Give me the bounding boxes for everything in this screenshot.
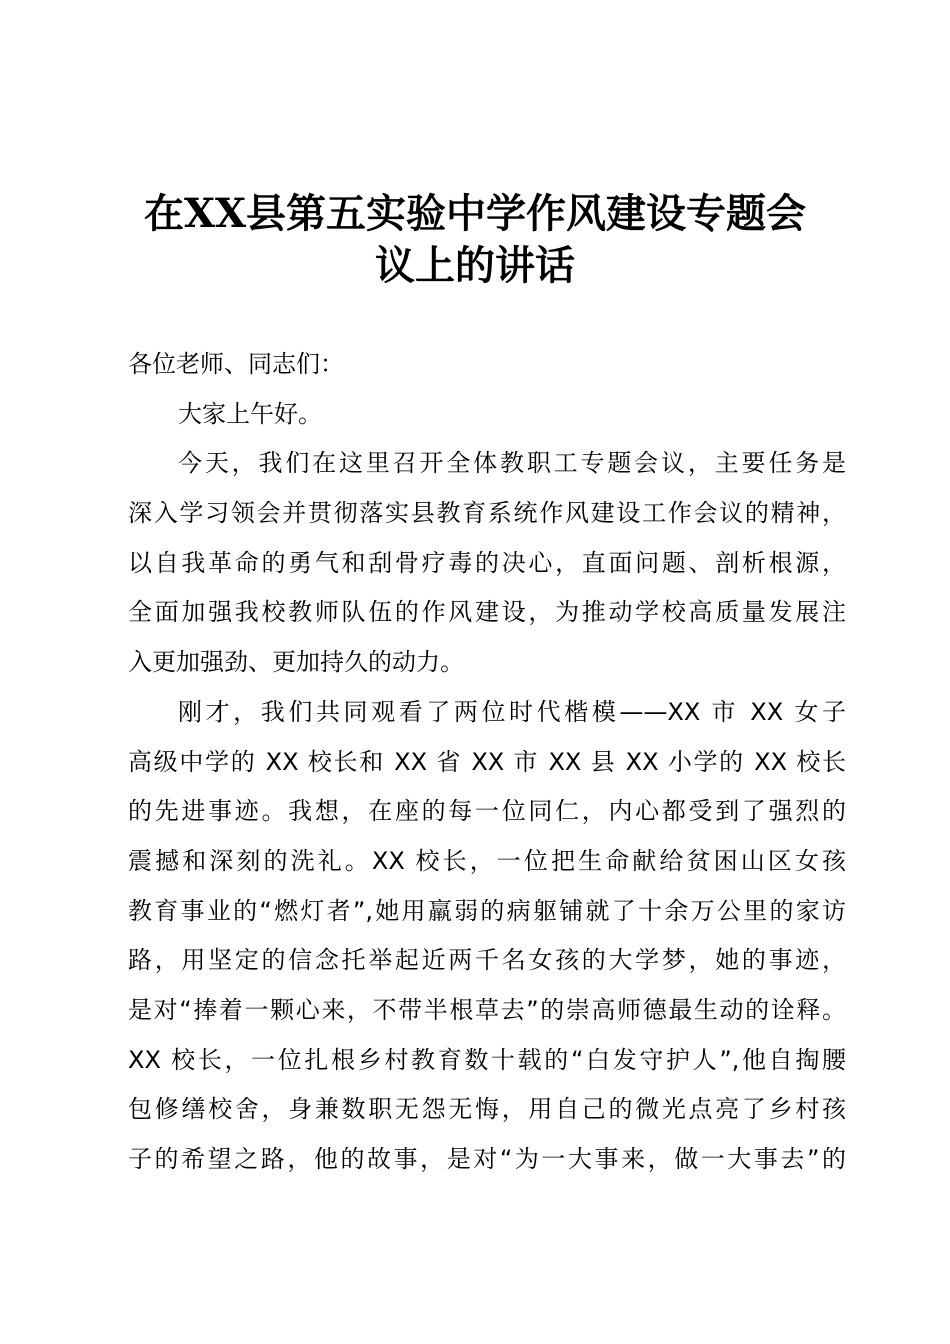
paragraph-line: 今天，我们在这里召开全体教职工专题会议，主要任务是: [178, 449, 846, 478]
paragraph-line: 全面加强我校教师队伍的作风建设，为推动学校高质量发展注: [128, 598, 846, 627]
paragraph-line: 包修缮校舍，身兼数职无怨无悔，用自己的微光点亮了乡村孩: [128, 1095, 846, 1124]
paragraph-line: 的先进事迹。我想，在座的每一位同仁，内心都受到了强烈的: [128, 797, 846, 826]
paragraph-line: 深入学习领会并贯彻落实县教育系统作风建设工作会议的精神，: [128, 499, 846, 528]
paragraph-line: 入更加强劲、更加持久的动力。: [128, 648, 464, 677]
paragraph-line: XX 校长，一位扎根乡村教育数十载的“白发守护人”,他自掏腰: [128, 1045, 846, 1074]
paragraph-line: 是对“捧着一颗心来，不带半根草去”的崇高师德最生动的诠释。: [128, 995, 846, 1024]
paragraph-line: 大家上午好。: [178, 399, 322, 428]
paragraph-line: 高级中学的 XX 校长和 XX 省 XX 市 XX 县 XX 小学的 XX 校长: [128, 747, 846, 776]
paragraph-line: 路，用坚定的信念托举起近两千名女孩的大学梦，她的事迹，: [128, 946, 846, 975]
paragraph-line: 教育事业的“燃灯者”,她用羸弱的病躯铺就了十余万公里的家访: [128, 896, 846, 925]
document-title: [0, 188, 950, 292]
document-body: [128, 340, 846, 1185]
title-line-1: 在XX县第五实验中学作风建设专题会: [143, 190, 807, 237]
paragraph-line: 震撼和深刻的洗礼。XX 校长，一位把生命献给贫困山区女孩: [128, 846, 846, 875]
paragraph-line: 以自我革命的勇气和刮骨疗毒的决心，直面问题、剖析根源，: [128, 548, 846, 577]
salutation: 各位老师、同志们：: [128, 350, 344, 378]
paragraph-line: 刚才，我们共同观看了两位时代楷模——XX 市 XX 女子: [178, 697, 846, 726]
title-line-2: 议上的讲话: [375, 242, 575, 289]
paragraph-line: 子的希望之路，他的故事，是对“为一大事来，做一大事去”的: [128, 1145, 846, 1173]
